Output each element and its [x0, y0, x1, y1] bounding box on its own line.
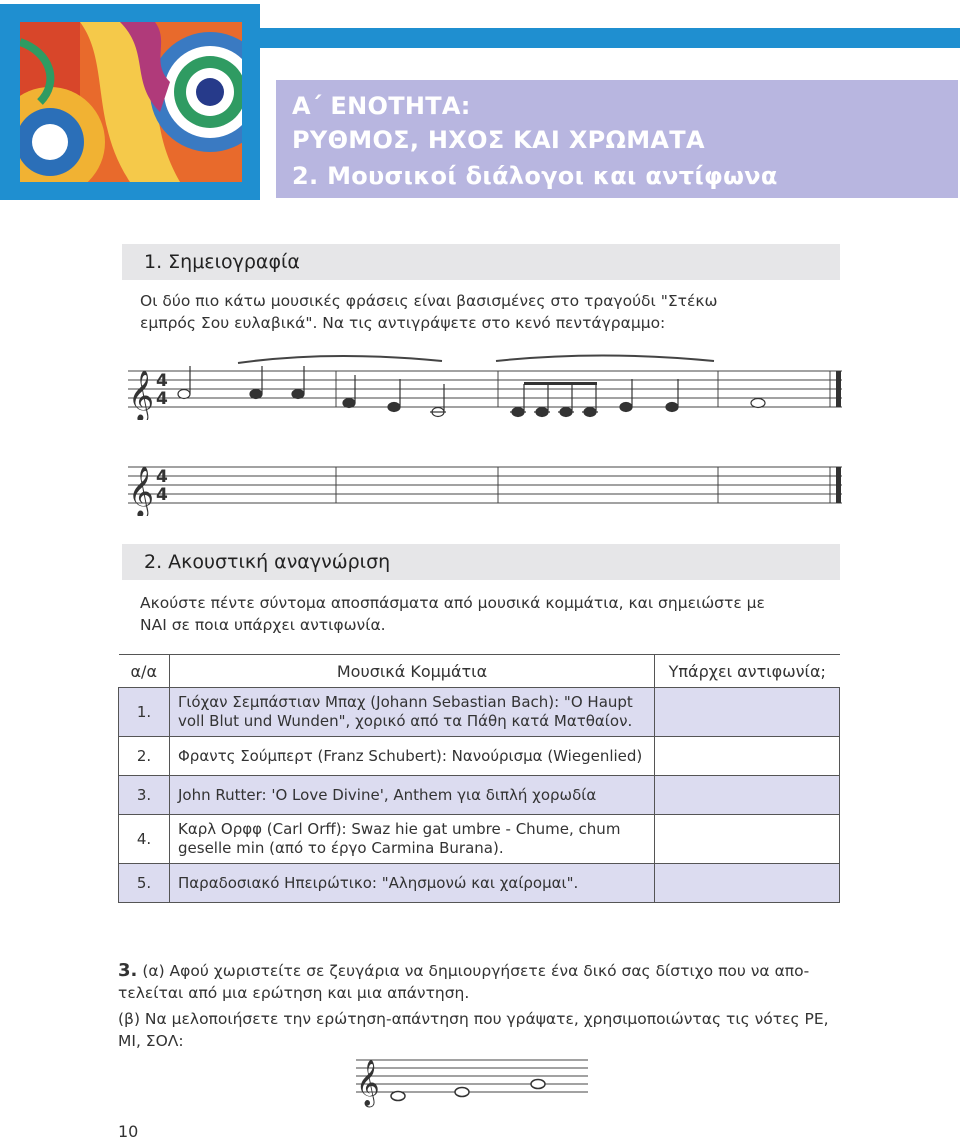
answer-cell[interactable]: [655, 776, 840, 815]
header-accent-bar: [260, 28, 960, 48]
row-number: 3.: [119, 776, 170, 815]
answer-cell[interactable]: [655, 864, 840, 903]
time-signature-bottom: 4: [156, 485, 168, 505]
music-staff-melody: [120, 350, 850, 420]
chapter-label: Α΄ ΕΝΟΤΗΤΑ:: [292, 92, 471, 120]
row-number: 5.: [119, 864, 170, 903]
answer-cell[interactable]: [655, 815, 840, 864]
treble-clef-icon: 𝄞: [128, 466, 155, 516]
piece-line: Φραντς Σούμπερτ (Franz Schubert): Νανούρισμα (Wiegenlied): [178, 746, 643, 765]
lesson-title: 2. Μουσικοί διάλογοι και αντίφωνα: [292, 162, 778, 190]
section-text-notation: [140, 290, 840, 334]
abstract-painting-icon: [20, 22, 242, 182]
treble-clef-icon: 𝄞: [356, 1060, 380, 1106]
header-artwork: [0, 4, 260, 200]
note-mi: [455, 1088, 469, 1097]
text-line: ΜΙ, ΣΟΛ:: [118, 1032, 184, 1050]
section-text-listening: [140, 592, 840, 636]
text-line: Ακούστε πέντε σύντομα αποσπάσματα από μουσικά κομμάτια, και σημειώστε με: [140, 594, 765, 612]
music-staff-notes-re-mi-sol: [352, 1040, 592, 1110]
table-row: [119, 688, 840, 737]
note-sol: [531, 1080, 545, 1089]
text-line: τελείται από μια ερώτηση και μια απάντηση.: [118, 984, 470, 1002]
table-row: [119, 737, 840, 776]
text-line: εμπρός Σου ευλαβικά". Να τις αντιγράψετε στο κενό πεντάγραμμο:: [140, 314, 666, 332]
row-piece: [170, 737, 655, 776]
piece-line: voll Blut und Wunden", χορικό από τα Πάθη κατά Ματθαίον.: [178, 712, 633, 730]
table-row: [119, 776, 840, 815]
text-line: ΝΑΙ σε ποια υπάρχει αντιφωνία.: [140, 616, 386, 634]
section-heading-notation: 1. Σημειογραφία: [122, 244, 840, 280]
answer-cell[interactable]: [655, 688, 840, 737]
row-number: 4.: [119, 815, 170, 864]
chapter-title-box: [276, 80, 958, 198]
row-piece: [170, 776, 655, 815]
row-number: 1.: [119, 688, 170, 737]
piece-line: geselle min (από το έργο Carmina Burana).: [178, 839, 504, 857]
row-piece: [170, 688, 655, 737]
row-number: 2.: [119, 737, 170, 776]
piece-line: Γιόχαν Σεμπάστιαν Μπαχ (Johann Sebastian Bach): "O Haupt: [178, 693, 633, 711]
exercise-3-part-a: [118, 960, 848, 982]
row-piece: [170, 815, 655, 864]
note-re: [391, 1092, 405, 1101]
time-signature-bottom: 4: [156, 389, 168, 409]
text-line: (α) Αφού χωριστείτε σε ζευγάρια να δημιουργήσετε ένα δικό σας δίστιχο που να απο-: [142, 962, 810, 980]
chapter-title: ΡΥΘΜΟΣ, ΗΧΟΣ ΚΑΙ ΧΡΩΜΑΤΑ: [292, 126, 705, 154]
column-header-piece: Μουσικά Κομμάτια: [170, 655, 655, 688]
time-signature-top: 4: [156, 467, 168, 487]
column-header-number: α/α: [119, 655, 170, 688]
listening-table: [118, 654, 840, 903]
piece-line: John Rutter: 'O Love Divine', Anthem για διπλή χορωδία: [178, 785, 597, 804]
row-piece: [170, 864, 655, 903]
exercise-3-text: [118, 960, 848, 1052]
table-row: [119, 864, 840, 903]
column-header-answer: Υπάρχει αντιφωνία;: [655, 655, 840, 688]
piece-line: Παραδοσιακό Ηπειρώτικο: "Αλησμονώ και χαίρομαι".: [178, 873, 579, 892]
section-heading-listening: 2. Ακουστική αναγνώριση: [122, 544, 840, 580]
music-staff-empty: [120, 446, 850, 516]
piece-line: Καρλ Ορφφ (Carl Orff): Swaz hie gat umbre - Chume, chum: [178, 820, 621, 838]
table-row: [119, 815, 840, 864]
exercise-number: 3.: [118, 960, 138, 981]
treble-clef-icon: 𝄞: [128, 370, 155, 420]
text-line: Οι δύο πιο κάτω μουσικές φράσεις είναι βασισμένες στο τραγούδι "Στέκω: [140, 292, 718, 310]
exercise-3-part-b: (β) Να μελοποιήσετε την ερώτηση-απάντηση που γράψατε, χρησιμοποιώντας τις νότες ΡΕ,: [118, 1010, 829, 1028]
answer-cell[interactable]: [655, 737, 840, 776]
time-signature-top: 4: [156, 371, 168, 391]
page-number: 10: [118, 1122, 139, 1141]
